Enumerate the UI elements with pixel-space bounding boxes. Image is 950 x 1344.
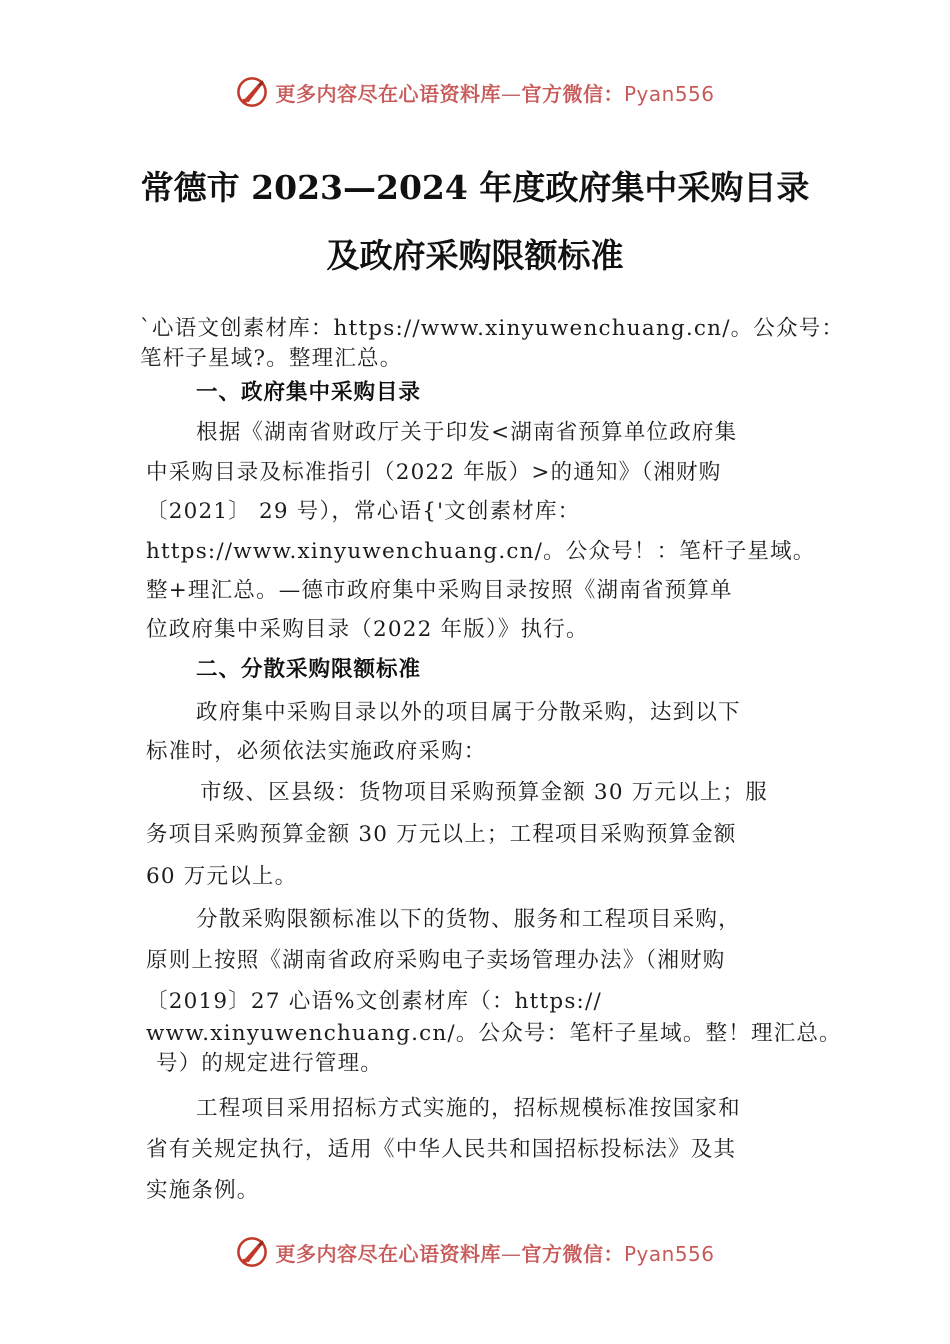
s2-p2-line-2: 务项目采购预算金额 30 万元以上；工程项目采购预算金额 bbox=[146, 822, 737, 847]
footer-watermark-banner bbox=[0, 1230, 950, 1274]
s1-line-4: https://www.xinyuwenchuang.cn/。公众号！：笔杆子星域。 bbox=[146, 539, 816, 564]
section-1-heading: 一、政府集中采购目录 bbox=[196, 380, 422, 405]
brush-logo-icon bbox=[235, 75, 269, 109]
intro-line-1: `心语文创素材库：https://www.xinyuwenchuang.cn/。公众号： bbox=[140, 316, 845, 341]
s2-p3-line-2: 原则上按照《湖南省政府采购电子卖场管理办法》（湘财购 bbox=[146, 948, 726, 973]
brush-logo-icon bbox=[235, 1235, 269, 1269]
s1-line-2: 中采购目录及标准指引（2022 年版）>的通知》（湘财购 bbox=[146, 460, 722, 485]
s2-p1-line-1: 政府集中采购目录以外的项目属于分散采购，达到以下 bbox=[196, 700, 741, 725]
s2-p3-line-3: 〔2019〕27 心语%文创素材库（：https:// bbox=[146, 989, 602, 1014]
s2-p2-line-1: 市级、区县级：货物项目采购预算金额 30 万元以上；服 bbox=[200, 780, 768, 805]
banner-text: 更多内容尽在心语资料库—官方微信：Pyan556 bbox=[275, 81, 715, 106]
s2-p4-line-3: 实施条例。 bbox=[146, 1178, 260, 1203]
banner-text: 更多内容尽在心语资料库—官方微信：Pyan556 bbox=[275, 1241, 715, 1266]
s2-p4-line-1: 工程项目采用招标方式实施的，招标规模标准按国家和 bbox=[196, 1096, 741, 1121]
document-title-line-1: 常德市 2023—2024 年度政府集中采购目录 bbox=[140, 168, 810, 207]
s2-p3-line-4: www.xinyuwenchuang.cn/。公众号：笔杆子星域。整！理汇总。 bbox=[146, 1021, 842, 1046]
s2-p1-line-2: 标准时，必须依法实施政府采购： bbox=[146, 739, 487, 764]
document-title-line-2: 及政府采购限额标准 bbox=[326, 236, 624, 275]
s2-p3-line-1: 分散采购限额标准以下的货物、服务和工程项目采购， bbox=[196, 907, 741, 932]
s1-line-1: 根据《湖南省财政厅关于印发<湖南省预算单位政府集 bbox=[196, 420, 738, 445]
s1-line-3: 〔2021〕 29 号），常心语{'文创素材库： bbox=[146, 499, 581, 524]
header-watermark-banner bbox=[0, 70, 950, 114]
s2-p2-line-3: 60 万元以上。 bbox=[146, 864, 298, 889]
s1-line-5: 整+理汇总。—德市政府集中采购目录按照《湖南省预算单 bbox=[146, 578, 733, 603]
intro-line-2: 笔杆子星域?。整理汇总。 bbox=[140, 346, 403, 371]
s2-p4-line-2: 省有关规定执行，适用《中华人民共和国招标投标法》及其 bbox=[146, 1137, 737, 1162]
section-2-heading: 二、分散采购限额标准 bbox=[196, 657, 422, 682]
s2-p3-line-5: 号）的规定进行管理。 bbox=[156, 1051, 384, 1076]
s1-line-6: 位政府集中采购目录（2022 年版）》执行。 bbox=[146, 617, 589, 642]
